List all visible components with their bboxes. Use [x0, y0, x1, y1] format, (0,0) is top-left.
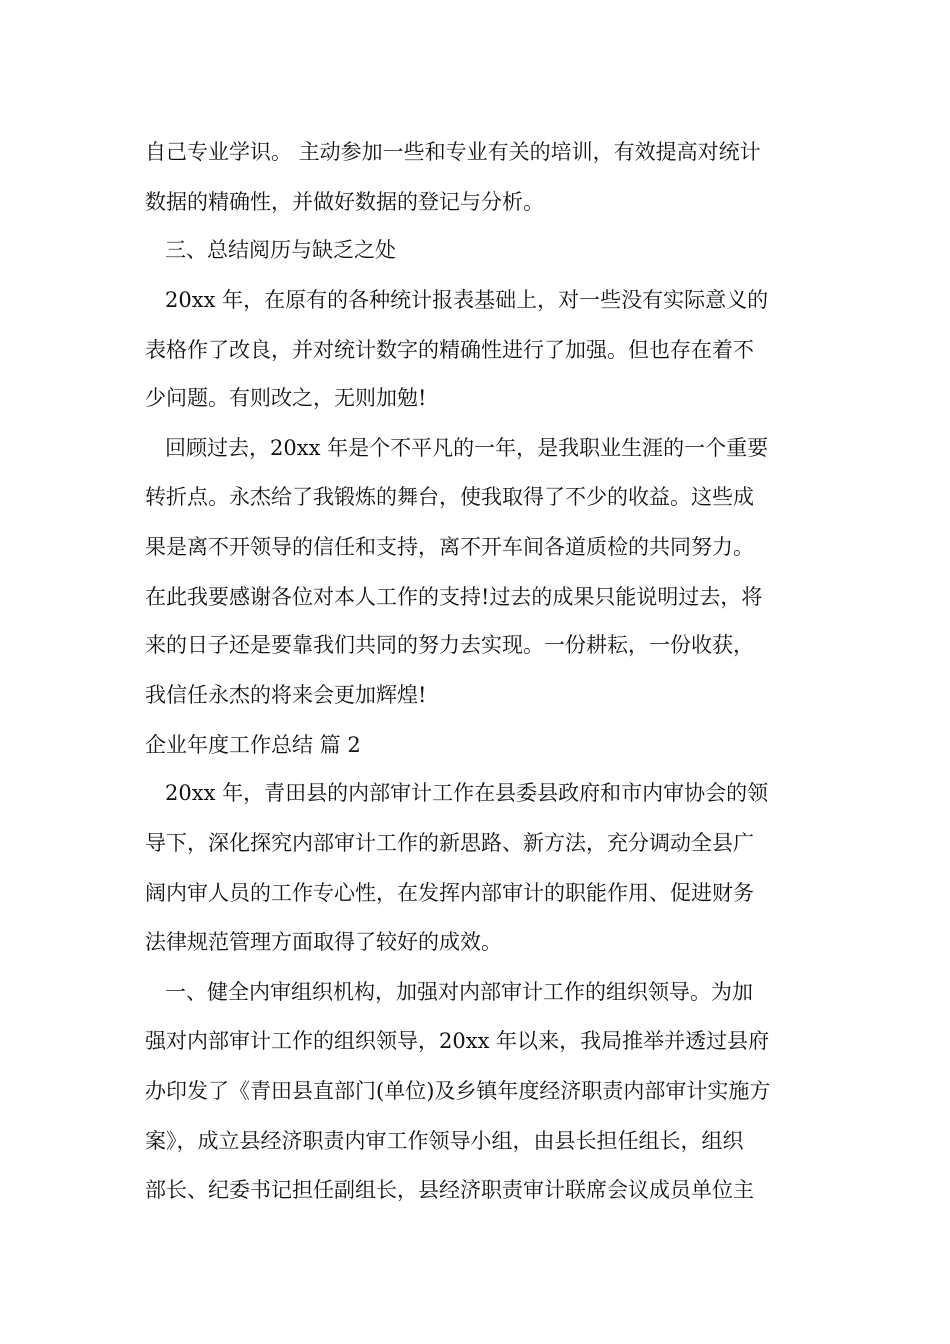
text-line: 强对内部审计工作的组织领导，20xx 年以来，我局推举并透过县府	[145, 1029, 770, 1053]
text-line: 我信任永杰的将来会更加辉煌!	[145, 683, 427, 707]
text-line: 在此我要感谢各位对本人工作的支持!过去的成果只能说明过去，将	[145, 585, 763, 609]
text-line: 20xx 年，青田县的内部审计工作在县委县政府和市内审协会的领	[165, 781, 769, 805]
article-title: 企业年度工作总结 篇 2	[145, 733, 361, 757]
text-line: 自己专业学识。 主动参加一些和专业有关的培训，有效提高对统计	[145, 140, 761, 164]
text-line: 法律规范管理方面取得了较好的成效。	[145, 930, 502, 954]
text-line: 导下，深化探究内部审计工作的新思路、新方法，充分调动全县广	[145, 831, 754, 855]
section-heading: 三、总结阅历与缺乏之处	[165, 238, 396, 262]
text-line: 表格作了改良，并对统计数字的精确性进行了加强。但也存在着不	[145, 338, 754, 362]
text-line: 阔内审人员的工作专心性，在发挥内部审计的职能作用、促进财务	[145, 881, 754, 905]
text-line: 部长、纪委书记担任副组长，县经济职责审计联席会议成员单位主	[145, 1178, 754, 1202]
text-line: 来的日子还是要靠我们共同的努力去实现。一份耕耘，一份收获，	[145, 633, 754, 657]
text-line: 一、健全内审组织机构，加强对内部审计工作的组织领导。为加	[165, 980, 753, 1004]
text-line: 转折点。永杰给了我锻炼的舞台，使我取得了不少的收益。这些成	[145, 485, 754, 509]
text-line: 数据的精确性，并做好数据的登记与分析。	[145, 190, 544, 214]
text-line: 回顾过去，20xx 年是个不平凡的一年，是我职业生涯的一个重要	[165, 436, 769, 460]
text-line: 果是离不开领导的信任和支持，离不开车间各道质检的共同努力。	[145, 535, 754, 559]
text-line: 案》，成立县经济职责内审工作领导小组，由县长担任组长，组织	[145, 1129, 744, 1153]
text-line: 少问题。有则改之，无则加勉!	[145, 386, 427, 410]
text-line: 20xx 年，在原有的各种统计报表基础上，对一些没有实际意义的	[165, 288, 769, 312]
text-line: 办印发了《青田县直部门(单位)及乡镇年度经济职责内部审计实施方	[145, 1079, 771, 1103]
